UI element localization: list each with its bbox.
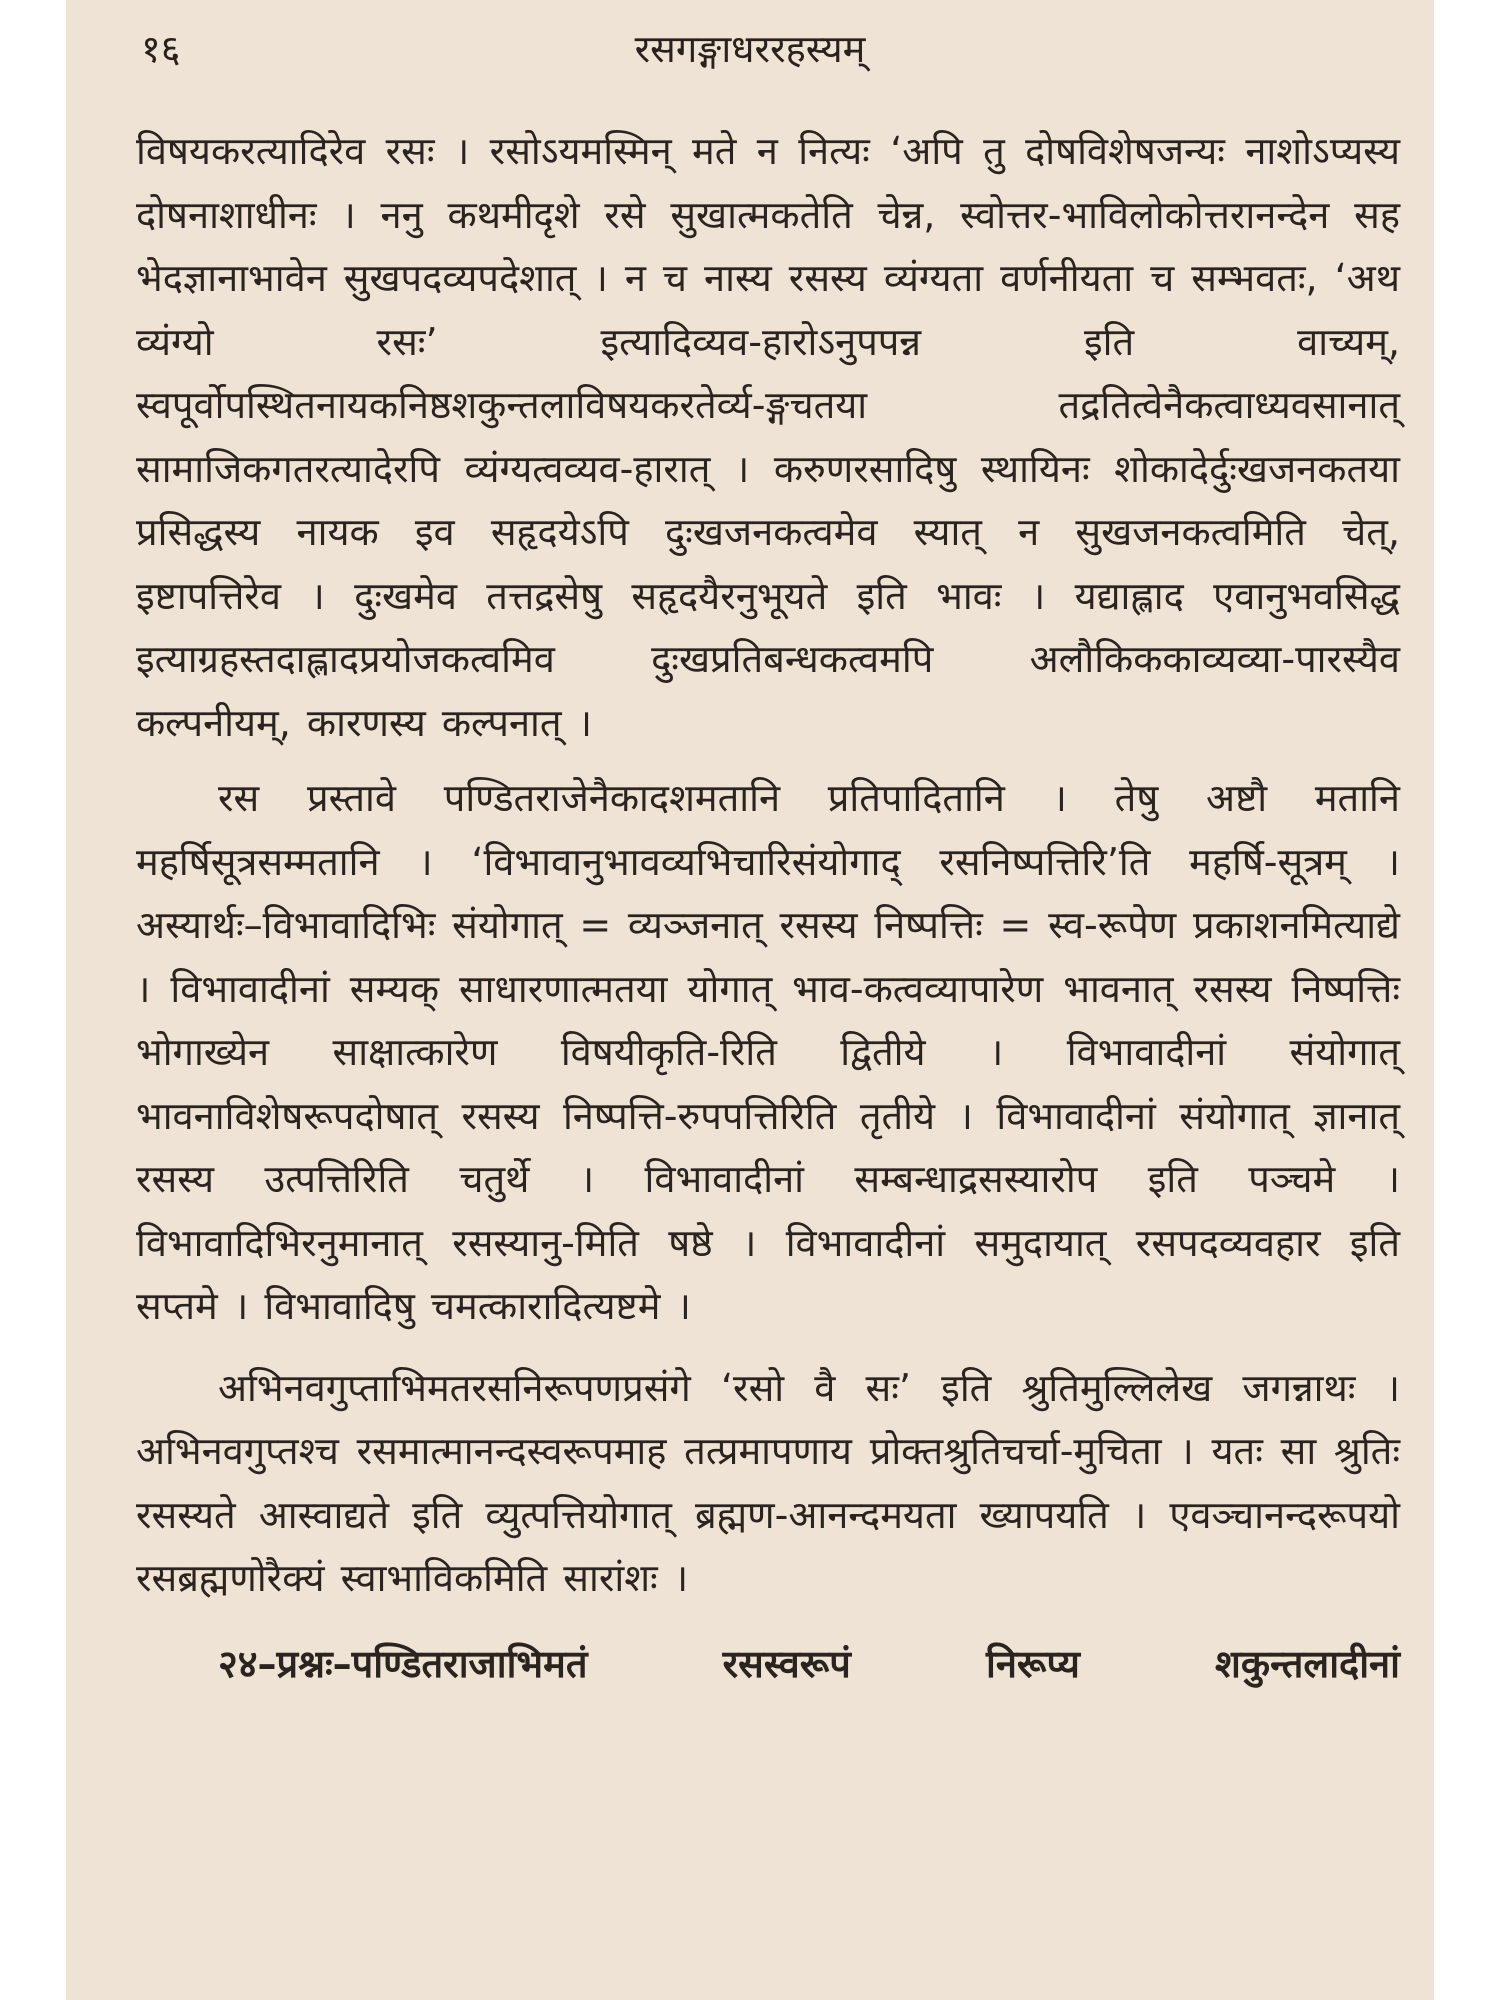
page-header <box>66 14 1434 84</box>
question-heading: २४–प्रश्नः–पण्डितराजाभिमतं रसस्वरूपं निरूप्य शकुन्तलादीनां <box>218 1641 1400 1686</box>
paragraph-abhinavagupta: अभिनवगुप्ताभिमतरसनिरूपणप्रसंगे ‘रसो वै सः’ इति श्रुतिमुल्लिलेख जगन्नाथः । अभिनवगुप्तश्च रसमात्मानन्दस्वरूपमाह तत्प्रमापणाय प्रोक्तश्रुतिचर्चा-मुचिता । यतः सा श्रुतिः रसस्यते आस्वाद्यते इति व्युत्पत्तियोगात् ब्रह्मण-आनन्दमयता ख्यापयति । एवञ्चानन्दरूपयो रसब्रह्मणोरैक्यं स्वाभाविकमिति सारांशः । <box>136 1365 1400 1600</box>
page-body <box>136 120 1400 1696</box>
scanned-page <box>66 0 1434 2000</box>
running-title: रसगङ्गाधररहस्यम् <box>634 27 866 71</box>
page-number: १६ <box>141 27 181 71</box>
paragraph-rasa-nature: विषयकरत्यादिरेव रसः । रसोऽयमस्मिन् मते न नित्यः ‘अपि तु दोषविशेषजन्यः नाशोऽप्यस्य दोषनाशाधीनः । ननु कथमीदृशे रसे सुखात्मकतेति चेन्न, स्वोत्तर-भाविलोकोत्तरानन्देन सह भेदज्ञानाभावेन सुखपदव्यपदेशात् । न च नास्य रसस्य व्यंग्यता वर्णनीयता च सम्भवतः, ‘अथ व्यंग्यो रसः’ इत्यादिव्यव-हारोऽनुपपन्न इति वाच्यम्, स्वपूर्वोपस्थितनायकनिष्ठशकुन्तलाविषयकरतेर्व्य-ङ्गचतया तद्रतित्वेनैकत्वाध्यवसानात् सामाजिकगतरत्यादेरपि व्यंग्यत्वव्यव-हारात् । करुणरसादिषु स्थायिनः शोकादेर्दुःखजनकतया प्रसिद्धस्य नायक इव सहृदयेऽपि दुःखजनकत्वमेव स्यात् न सुखजनकत्वमिति चेत्, इष्टापत्तिरेव । दुःखमेव तत्तद्रसेषु सहृदयैरनुभूयते इति भावः । यद्याह्लाद एवानुभवसिद्ध इत्याग्रहस्तदाह्लादप्रयोजकत्वमिव दुःखप्रतिबन्धकत्वमपि अलौकिककाव्यव्या-पारस्यैव कल्पनीयम्, कारणस्य कल्पनात् । <box>136 129 1400 745</box>
paragraph-eleven-views: रस प्रस्तावे पण्डितराजेनैकादशमतानि प्रतिपादितानि । तेषु अष्टौ मतानि महर्षिसूत्रसम्मतानि । ‘विभावानुभावव्यभिचारिसंयोगाद् रसनिष्पत्तिरि’ति महर्षि-सूत्रम् । अस्यार्थः–विभावादिभिः संयोगात् = व्यञ्जनात् रसस्य निष्पत्तिः = स्व-रूपेण प्रकाशनमित्याद्ये । विभावादीनां सम्यक् साधारणात्मतया योगात् भाव-कत्वव्यापारेण भावनात् रसस्य निष्पत्तिः भोगाख्येन साक्षात्कारेण विषयीकृति-रिति द्वितीये । विभावादीनां संयोगात् भावनाविशेषरूपदोषात् रसस्य निष्पत्ति-रुपपत्तिरिति तृतीये । विभावादीनां संयोगात् ज्ञानात् रसस्य उत्पत्तिरिति चतुर्थे । विभावादीनां सम्बन्धाद्रसस्यारोप इति पञ्चमे । विभावादिभिरनुमानात् रसस्यानु-मिति षष्ठे । विभावादीनां समुदायात् रसपदव्यवहार इति सप्तमे । विभावादिषु चमत्कारादित्यष्टमे । <box>136 776 1400 1328</box>
